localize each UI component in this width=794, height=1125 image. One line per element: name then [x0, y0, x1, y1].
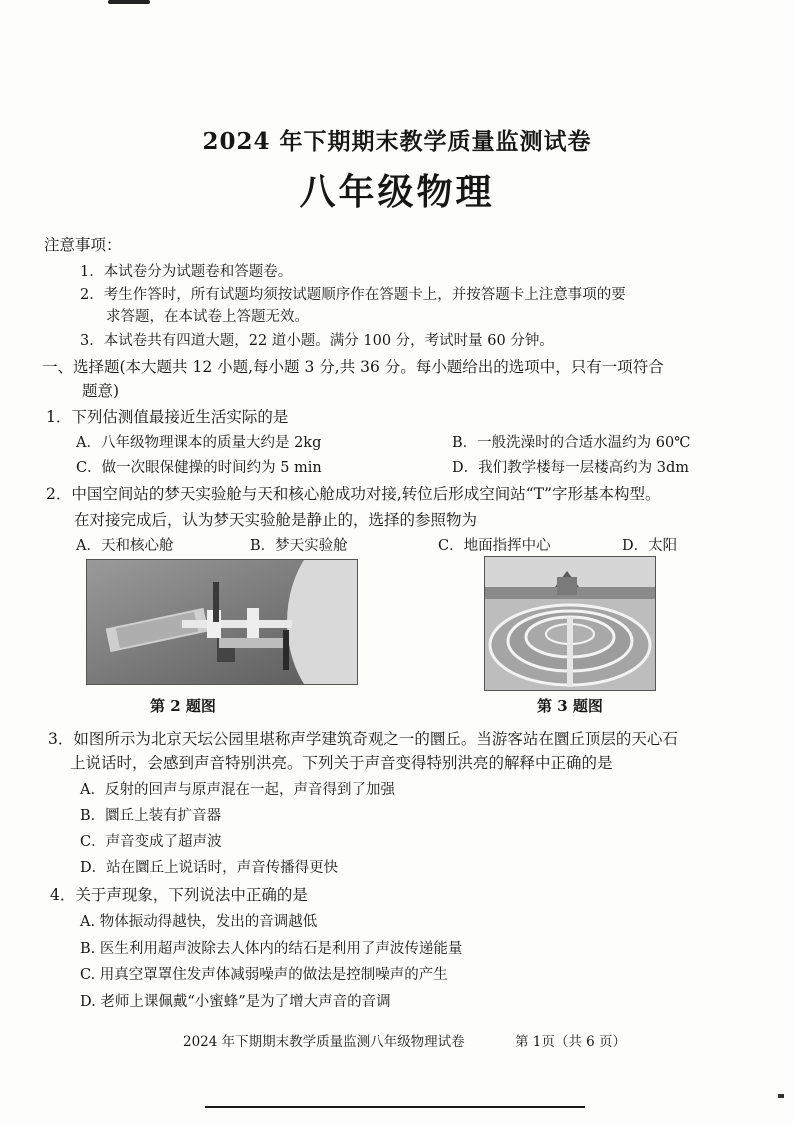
section-heading: 一、选择题(本大题共 12 小题,每小题 3 分,共 36 分。每小题给出的选项中，只有一项符合 [42, 358, 664, 376]
question-2-option-a: A．天和核心舱 [76, 538, 174, 554]
question-3-stem: 3．如图所示为北京天坛公园里堪称声学建筑奇观之一的圜丘。当游客站在圜丘顶层的天心石 [48, 730, 678, 748]
section-heading-cont: 题意) [82, 382, 120, 400]
exam-title: 2024 年下期期末教学质量监测试卷 [202, 128, 592, 155]
question-4-stem: 4．关于声现象，下列说法中正确的是 [50, 886, 308, 904]
scan-artifact-bottom [205, 1106, 585, 1108]
footer-page-number: 第 1页（共 6 页） [515, 1034, 627, 1050]
question-3-stem-cont: 上说话时，会感到声音特别洪亮。下列关于声音变得特别洪亮的解释中正确的是 [70, 754, 613, 772]
question-2-stem-cont: 在对接完成后，认为梦天实验舱是静止的，选择的参照物为 [74, 511, 478, 529]
question-4-option-b: B. 医生利用超声波除去人体内的结石是利用了声波传递能量 [80, 941, 463, 957]
figure-3-caption: 第 3 题图 [537, 697, 603, 715]
question-2-stem: 2．中国空间站的梦天实验舱与天和核心舱成功对接,转位后形成空间站“T”字形基本构型。 [46, 485, 661, 503]
space-station-photo [86, 559, 358, 685]
notice-item-2-cont: 求答题，在本试卷上答题无效。 [106, 309, 309, 325]
footer-exam-name: 2024 年下期期末教学质量监测八年级物理试卷 [183, 1034, 465, 1050]
question-1-option-d: D．我们教学楼每一层楼高约为 3dm [452, 460, 689, 476]
notice-item-3: 3．本试卷共有四道大题，22 道小题。满分 100 分，考试时量 60 分钟。 [80, 333, 554, 349]
circular-mound-altar-photo [484, 556, 656, 691]
question-4-option-d: D. 老师上课佩戴“小蜜蜂”是为了增大声音的音调 [80, 994, 391, 1010]
question-4-option-a: A. 物体振动得越快，发出的音调越低 [80, 914, 318, 930]
question-1-stem: 1．下列估测值最接近生活实际的是 [46, 408, 289, 426]
question-2-option-c: C．地面指挥中心 [438, 538, 551, 554]
question-1-option-a: A．八年级物理课本的质量大约是 2kg [76, 435, 322, 451]
scan-artifact-top [108, 0, 150, 4]
question-1-option-c: C．做一次眼保健操的时间约为 5 min [76, 460, 322, 476]
question-2-option-b: B．梦天实验舱 [250, 538, 348, 554]
question-3-option-d: D．站在圜丘上说话时，声音传播得更快 [80, 860, 339, 876]
notice-item-1: 1．本试卷分为试题卷和答题卷。 [80, 264, 293, 280]
question-2-option-d: D．太阳 [622, 538, 678, 554]
question-4-option-c: C. 用真空罩罩住发声体减弱噪声的做法是控制噪声的产生 [80, 967, 448, 983]
scan-artifact-corner [778, 1094, 784, 1098]
question-3-option-a: A．反射的回声与原声混在一起，声音得到了加强 [80, 782, 395, 798]
notice-heading: 注意事项： [44, 236, 122, 254]
notice-item-2: 2．考生作答时，所有试题均须按试题顺序作在答题卡上，并按答题卡上注意事项的要 [80, 287, 626, 303]
exam-subject-title: 八年级物理 [299, 171, 495, 213]
question-3-option-b: B．圜丘上装有扩音器 [80, 808, 222, 824]
question-3-option-c: C．声音变成了超声波 [80, 834, 222, 850]
question-1-option-b: B．一般洗澡时的合适水温约为 60℃ [452, 435, 691, 451]
figure-2-caption: 第 2 题图 [150, 697, 216, 715]
